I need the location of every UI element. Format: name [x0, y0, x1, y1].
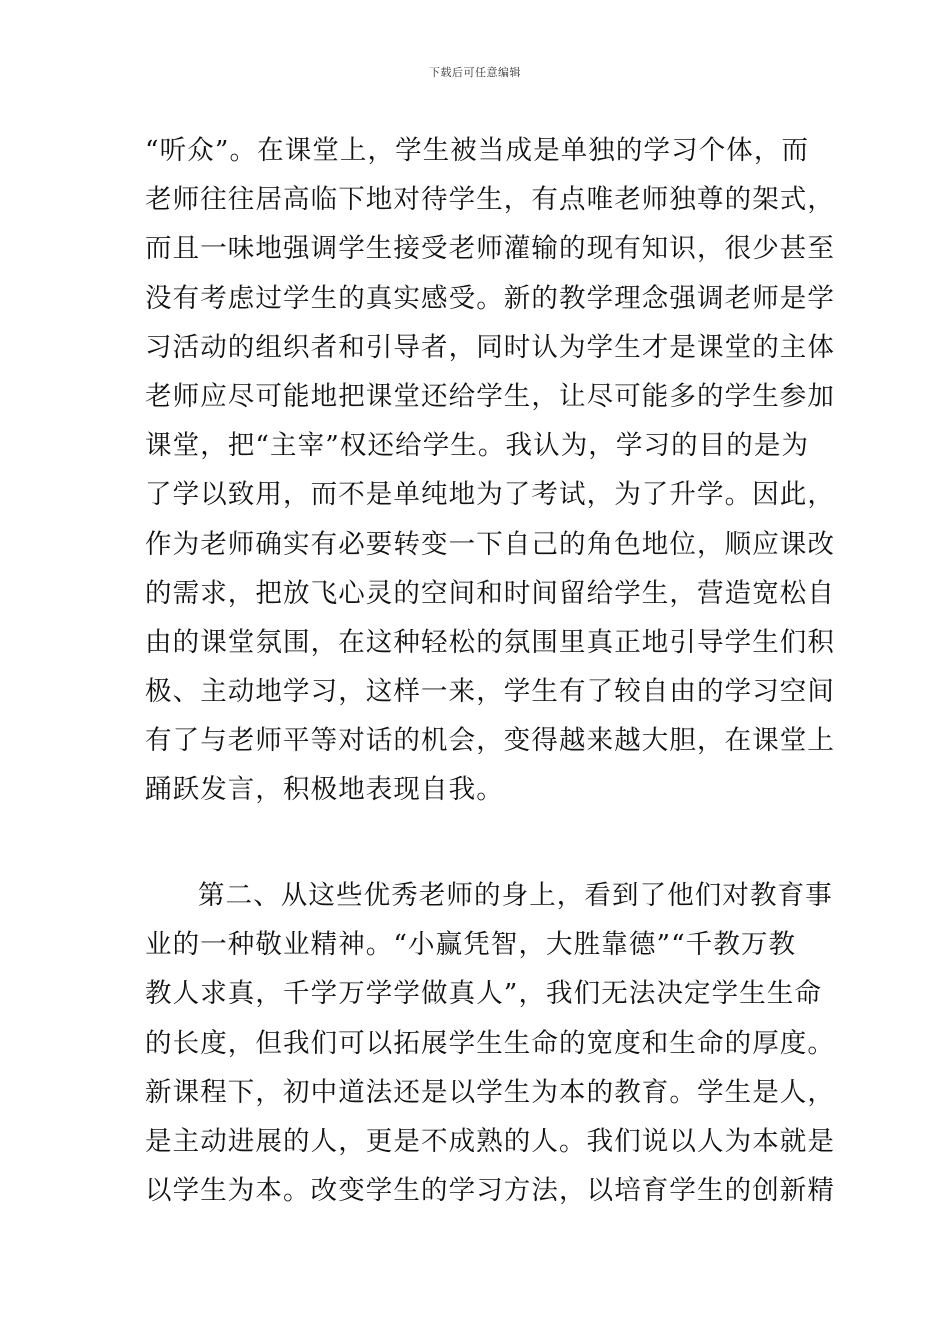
text-line: 了学以致用，而不是单纯地为了考试，为了升学。因此， [145, 479, 835, 511]
text-line-first: 第二、从这些优秀老师的身上，看到了他们对教育事 [198, 880, 833, 911]
text-line: 习活动的组织者和引导者，同时认为学生才是课堂的主体 [145, 331, 835, 363]
text-line: 新课程下，初中道法还是以学生为本的教育。学生是人， [145, 1076, 835, 1108]
text-line: “听众”。在课堂上，学生被当成是单独的学习个体，而 [145, 135, 810, 166]
text-line: 教人求真，千学万学学做真人”，我们无法决定学生生命 [145, 978, 823, 1010]
text-line: 作为老师确实有必要转变一下自己的角色地位，顺应课改 [145, 528, 835, 560]
text-line: 没有考虑过学生的真实感受。新的教学理念强调老师是学 [145, 282, 835, 314]
text-line: 业的一种敬业精神。“小赢凭智，大胜靠德”“千教万教 [145, 929, 797, 961]
paragraph-1 [145, 126, 835, 815]
text-line: 老师应尽可能地把课堂还给学生，让尽可能多的学生参加 [145, 380, 835, 412]
text-line: 而且一味地强调学生接受老师灌输的现有知识，很少甚至 [145, 233, 835, 265]
text-line: 有了与老师平等对话的机会，变得越来越大胆，在课堂上 [145, 725, 835, 757]
text-line: 老师往往居高临下地对待学生，有点唯老师独尊的架式， [145, 184, 835, 216]
text-line: 极、主动地学习，这样一来，学生有了较自由的学习空间 [145, 676, 835, 708]
paragraph-2 [145, 871, 835, 1215]
text-line: 以学生为本。改变学生的学习方法，以培育学生的创新精 [145, 1175, 835, 1207]
text-line: 由的课堂氛围，在这种轻松的氛围里真正地引导学生们积 [145, 626, 835, 658]
text-line: 是主动进展的人，更是不成熟的人。我们说以人为本就是 [145, 1125, 835, 1157]
text-line: 课堂，把“主宰”权还给学生。我认为，学习的目的是为 [145, 430, 810, 462]
text-line: 的需求，把放飞心灵的空间和时间留给学生，营造宽松自 [145, 577, 835, 609]
text-line: 踊跃发言，积极地表现自我。 [145, 774, 504, 806]
text-line: 的长度，但我们可以拓展学生生命的宽度和生命的厚度。 [145, 1027, 835, 1059]
page-header: 下载后可任意编辑 [429, 66, 521, 79]
